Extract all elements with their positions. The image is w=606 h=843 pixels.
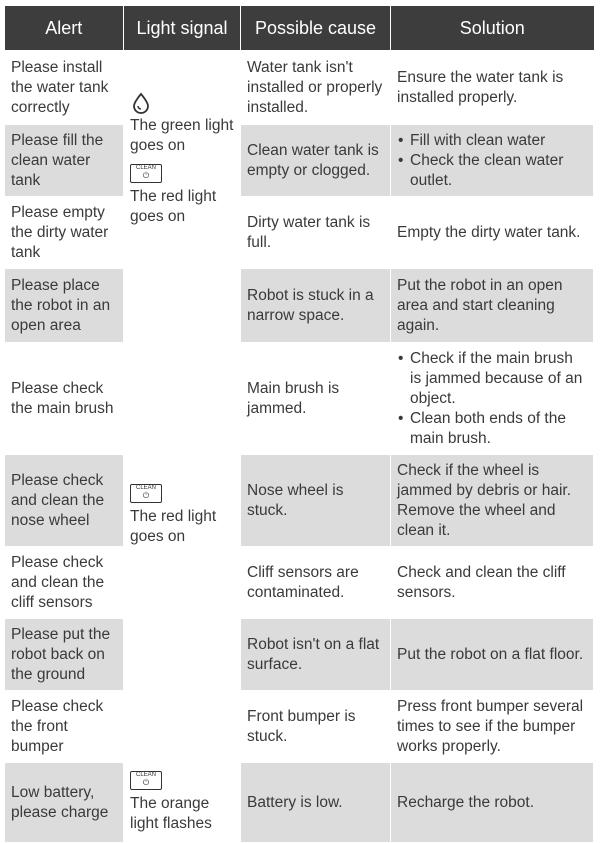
alert-cell: Please check and clean the cliff sensors [5, 547, 124, 619]
signal-text-green: The green light goes on [130, 117, 234, 154]
solution-cell: Empty the dirty water tank. [391, 197, 594, 269]
cause-cell: Main brush is jammed. [241, 343, 391, 455]
header-solution: Solution [391, 6, 594, 51]
header-alert: Alert [5, 6, 124, 51]
clean-button-icon: CLEAN ⏻ [130, 771, 162, 790]
table-row [5, 619, 594, 691]
alert-cell: Please empty the dirty water tank [5, 197, 124, 269]
table-row [5, 763, 594, 843]
table-row [5, 547, 594, 619]
cause-cell: Nose wheel is stuck. [241, 455, 391, 547]
solution-cell: Press front bumper several times to see if the bumper works properly. [391, 691, 594, 763]
solution-cell: Put the robot on a flat floor. [391, 619, 594, 691]
alert-table [4, 6, 594, 843]
cause-cell: Front bumper is stuck. [241, 691, 391, 763]
signal-text-red: The red light goes on [130, 508, 217, 545]
table-row [5, 343, 594, 455]
alert-cell: Please check the main brush [5, 343, 124, 455]
solution-cell: Check and clean the cliff sensors. [391, 547, 594, 619]
table-row [5, 197, 594, 269]
cause-cell: Clean water tank is empty or clogged. [241, 125, 391, 197]
solution-cell [391, 343, 594, 455]
water-drop-icon [130, 92, 152, 114]
table-row [5, 455, 594, 547]
alert-cell: Low battery, please charge [5, 763, 124, 843]
solution-bullet: • Fill with clean water [410, 131, 587, 151]
cause-cell: Robot isn't on a flat surface. [241, 619, 391, 691]
solution-cell: Ensure the water tank is installed properly. [391, 51, 594, 125]
cause-cell: Water tank isn't installed or properly installed. [241, 51, 391, 125]
signal-text-orange: The orange light flashes [130, 795, 212, 832]
cause-cell: Dirty water tank is full. [241, 197, 391, 269]
solution-bullet: • Check if the main brush is jammed because of an object. [410, 349, 587, 409]
solution-cell [391, 125, 594, 197]
table-row [5, 269, 594, 343]
signal-text-red: The red light goes on [130, 188, 217, 225]
cause-cell: Cliff sensors are contaminated. [241, 547, 391, 619]
clean-button-icon: CLEAN ⏻ [130, 164, 162, 183]
clean-button-icon: CLEAN ⏻ [130, 484, 162, 503]
table-row [5, 691, 594, 763]
solution-bullet: • Check the clean water outlet. [410, 151, 587, 191]
solution-bullet: • Clean both ends of the main brush. [410, 409, 587, 449]
alert-cell: Please place the robot in an open area [5, 269, 124, 343]
light-signal-cell-water [124, 51, 241, 269]
alert-cell: Please check and clean the nose wheel [5, 455, 124, 547]
alert-cell: Please put the robot back on the ground [5, 619, 124, 691]
light-signal-cell-robot [124, 269, 241, 763]
alert-cell: Please fill the clean water tank [5, 125, 124, 197]
cause-cell: Battery is low. [241, 763, 391, 843]
header-light-signal: Light signal [124, 6, 241, 51]
table-row [5, 51, 594, 125]
header-row [5, 6, 594, 51]
solution-cell: Check if the wheel is jammed by debris or hair. Remove the wheel and clean it. [391, 455, 594, 547]
cause-cell: Robot is stuck in a narrow space. [241, 269, 391, 343]
solution-cell: Recharge the robot. [391, 763, 594, 843]
alert-cell: Please check the front bumper [5, 691, 124, 763]
table-row [5, 125, 594, 197]
solution-cell: Put the robot in an open area and start cleaning again. [391, 269, 594, 343]
light-signal-cell-battery [124, 763, 241, 843]
header-possible-cause: Possible cause [241, 6, 391, 51]
alert-cell: Please install the water tank correctly [5, 51, 124, 125]
